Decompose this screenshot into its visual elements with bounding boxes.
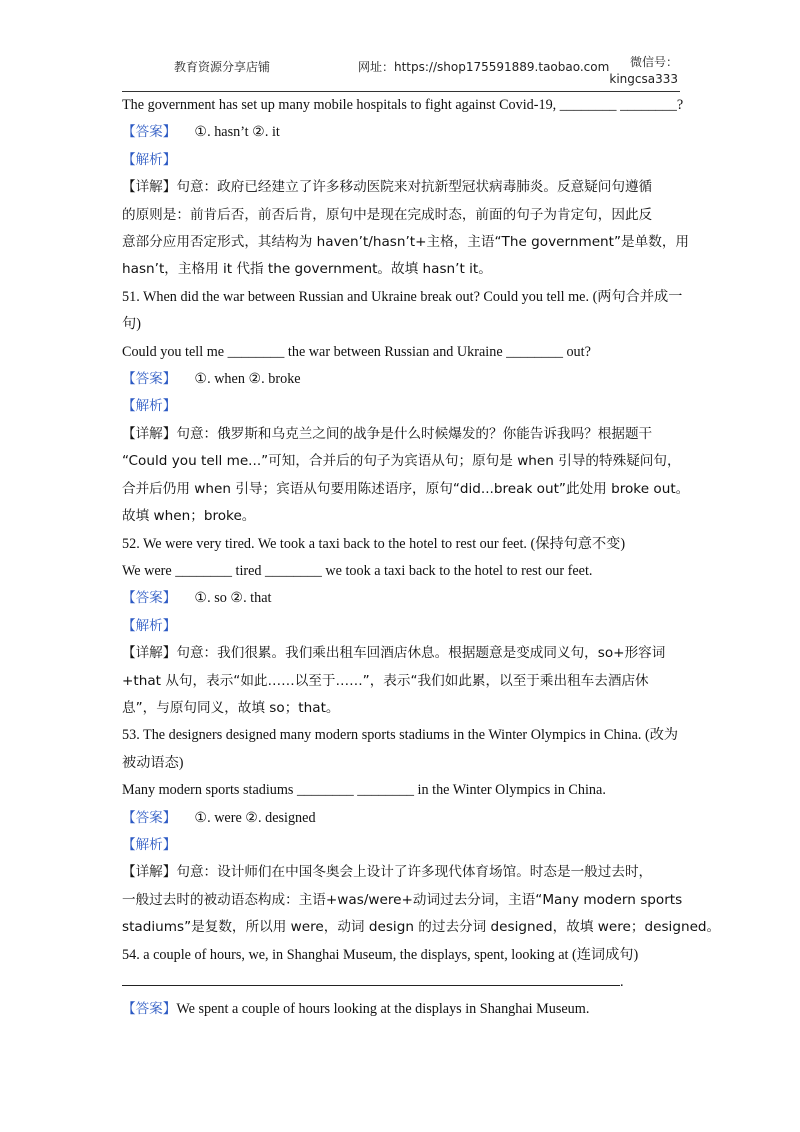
q53-detail [122,859,682,886]
answer-text: ①. were ②. designed [194,809,316,826]
q54-answer [122,996,682,1023]
q51-prompt: 51. When did the war between Russian and Ukraine break out? Could you tell me. (两句合并成一 [122,288,683,305]
page-header [122,54,680,92]
q50-analysis [122,147,682,174]
q50-sentence: The government has set up many mobile hospitals to fight against Covid-19, ________ ________? [122,97,684,113]
q50-answer [122,119,682,146]
q53-sentence: Many modern sports stadiums ________ ________ in the Winter Olympics in China. [122,782,606,799]
answer-tag: 【答案】 [122,809,177,826]
q51-answer [122,366,682,393]
q54-prompt: 54. a couple of hours, we, in Shanghai Museum, the displays, spent, looking at (连词成句) [122,946,639,963]
q50-detail-line-2: 的原则是：前肯后否，前否后肯，原句中是现在完成时态，前面的句子为肯定句，因此反 [122,206,653,223]
answer-text: ①. hasn’t ②. it [194,124,280,141]
q52-detail-line-2: +that 从句，表示“如此……以至于……”，表示“我们如此累，以至于乘出租车去酒店休 [122,672,649,689]
answer-text: ①. so ②. that [194,590,272,607]
analysis-tag: 【解析】 [122,398,177,415]
answer-tag: 【答案】 [122,1001,177,1018]
detail-text: 句意：设计师们在中国冬奥会上设计了许多现代体育场馆。时态是一般过去时， [176,864,653,881]
q51-detail-line-3: 合并后仍用 when 引导；宾语从句要用陈述语序，原句“did...break out”此处用 broke out。 [122,480,690,497]
answer-tag: 【答案】 [122,590,177,607]
q52-analysis [122,613,682,640]
q51-prompt-line-2: 句) [122,316,141,333]
analysis-tag: 【解析】 [122,617,177,634]
answer-text: ①. when ②. broke [194,371,301,388]
q51-detail-line-4: 故填 when；broke。 [122,508,256,525]
q53-detail-line-3: stadiums”是复数，所以用 were，动词 design 的过去分词 designed，故填 were；designed。 [122,919,721,936]
q51-detail-line-2: “Could you tell me...”可知，合并后的句子为宾语从句；原句是 when 引导的特殊疑问句， [122,453,681,470]
q53-detail-line-2: 一般过去时的被动语态构成：主语+was/were+动词过去分词，主语“Many modern sports [122,891,683,908]
analysis-tag: 【解析】 [122,151,177,168]
document-body [122,92,721,1024]
q53-answer [122,805,682,832]
answer-blank-period: . [620,974,624,990]
detail-tag: 【详解】 [122,179,177,196]
analysis-tag: 【解析】 [122,836,177,853]
detail-tag: 【详解】 [122,425,177,442]
q50-detail [122,174,682,201]
q51-sentence: Could you tell me ________ the war between Russian and Ukraine ________ out? [122,343,591,360]
header-shop-name: 教育资源分享店铺 [174,60,271,74]
q54-answer-blank [122,969,682,996]
header-wechat [609,54,678,88]
q52-detail-line-3: 息”，与原句同义，故填 so；that。 [122,699,340,716]
detail-text: 句意：我们很累。我们乘出租车回酒店休息。根据题意是变成同义句，so+形容词 [176,645,666,662]
detail-text: 句意：政府已经建立了许多移动医院来对抗新型冠状病毒肺炎。反意疑问句遵循 [176,179,653,196]
q53-analysis [122,832,682,859]
q51-detail [122,421,682,448]
q51-analysis [122,393,682,420]
q50-detail-line-3: 意部分应用否定形式，其结构为 haven’t/hasn’t+主格，主语“The government”是单数，用 [122,234,690,251]
detail-tag: 【详解】 [122,864,177,881]
q52-sentence: We were ________ tired ________ we took a taxi back to the hotel to rest our feet. [122,562,593,579]
answer-blank-line [122,971,620,986]
detail-tag: 【详解】 [122,645,177,662]
header-wechat-id: kingcsa333 [609,72,678,86]
q52-answer [122,585,682,612]
q50-detail-line-4: hasn’t，主格用 it 代指 the government。故填 hasn’t it。 [122,261,492,278]
q52-detail [122,640,682,667]
header-url: 网址：https://shop175591889.taobao.com [358,60,610,74]
answer-tag: 【答案】 [122,124,177,141]
q53-prompt: 53. The designers designed many modern sports stadiums in the Winter Olympics in China. (改为 [122,727,679,744]
answer-tag: 【答案】 [122,371,177,388]
q53-prompt-line-2: 被动语态) [122,754,184,771]
header-wechat-label: 微信号： [629,55,678,69]
q52-prompt: 52. We were very tired. We took a taxi back to the hotel to rest our feet. (保持句意不变) [122,535,626,552]
detail-text: 句意：俄罗斯和乌克兰之间的战争是什么时候爆发的？你能告诉我吗？根据题干 [176,425,653,442]
answer-text: We spent a couple of hours looking at the displays in Shanghai Museum. [176,1001,590,1018]
